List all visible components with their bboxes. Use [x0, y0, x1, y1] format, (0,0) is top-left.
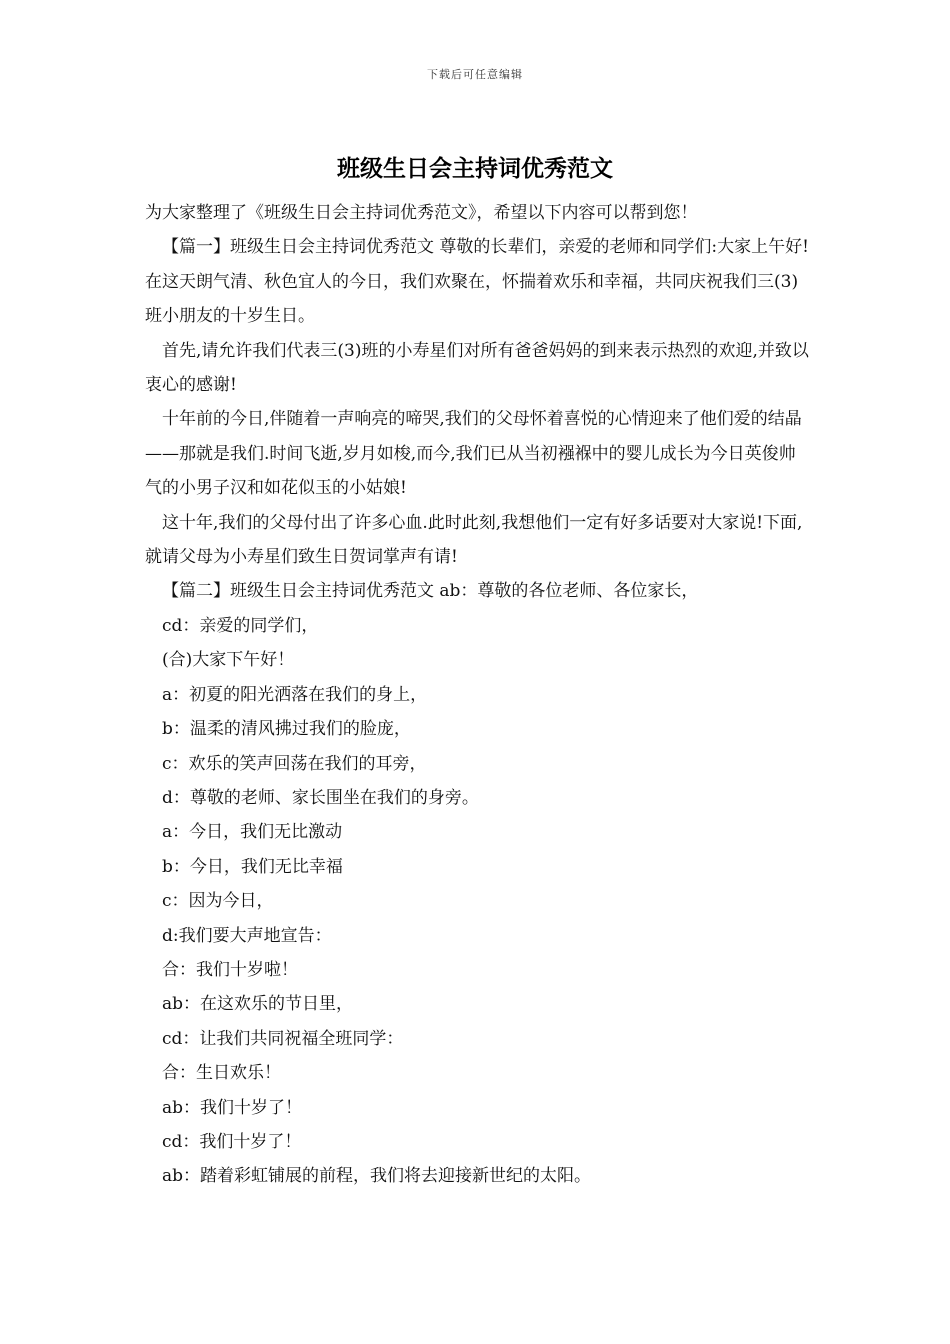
dialogue-line: ab：在这欢乐的节日里，	[162, 994, 354, 1015]
page-header: 下载后可任意编辑	[427, 68, 523, 81]
intro-paragraph: 为大家整理了《班级生日会主持词优秀范文》，希望以下内容可以帮到您！	[145, 203, 698, 223]
dialogue-line: a：初夏的阳光洒落在我们的身上，	[162, 684, 428, 705]
dialogue-line: 合：生日欢乐！	[162, 1063, 281, 1084]
dialogue-line: (合)大家下午好！	[162, 650, 295, 671]
dialogue-line: b：今日，我们无比幸福	[162, 856, 343, 877]
paragraph: 这十年,我们的父母付出了许多心血.此时此刻,我想他们一定有好多话要对大家说!下面,就请父母为小寿星们致生日贺词掌声有请!	[145, 512, 803, 568]
dialogue-line: cd：我们十岁了！	[162, 1131, 302, 1152]
dialogue-line: c：因为今日，	[162, 891, 274, 912]
paragraph-section-two: 【篇二】班级生日会主持词优秀范文 ab：尊敬的各位老师、各位家长，	[162, 581, 699, 602]
dialogue-line: c：欢乐的笑声回荡在我们的耳旁，	[162, 753, 427, 774]
paragraph-section-one: 【篇一】班级生日会主持词优秀范文 尊敬的长辈们，亲爱的老师和同学们:大家上午好!在这天朗气清、秋色宜人的今日，我们欢聚在，怀揣着欢乐和幸福，共同庆祝我们三(3)班小朋友的十岁生日。	[145, 237, 809, 327]
dialogue-line: d:我们要大声地宣告：	[162, 925, 332, 946]
dialogue-line: a：今日，我们无比激动	[162, 822, 343, 843]
paragraph: 十年前的今日,伴随着一声响亮的啼哭,我们的父母怀着喜悦的心情迎来了他们爱的结晶——那就是我们.时间飞逝,岁月如梭,而今,我们已从当初襁褓中的婴儿成长为今日英俊帅气的小男子汉和如花似玉的小姑娘!	[145, 409, 802, 499]
document-body	[145, 196, 810, 1194]
dialogue-line: ab：我们十岁了！	[162, 1097, 303, 1118]
dialogue-line: ab：踏着彩虹铺展的前程，我们将去迎接新世纪的太阳。	[162, 1166, 592, 1187]
dialogue-line: 合：我们十岁啦！	[162, 959, 298, 980]
dialogue-line: cd：亲爱的同学们，	[162, 615, 319, 636]
document-title: 班级生日会主持词优秀范文	[337, 155, 613, 182]
dialogue-line: d：尊敬的老师、家长围坐在我们的身旁。	[162, 787, 479, 808]
dialogue-line: cd：让我们共同祝福全班同学：	[162, 1028, 404, 1049]
paragraph: 首先,请允许我们代表三(3)班的小寿星们对所有爸爸妈妈的到来表示热烈的欢迎,并致以衷心的感谢!	[145, 340, 809, 396]
dialogue-line: b：温柔的清风拂过我们的脸庞，	[162, 719, 411, 740]
